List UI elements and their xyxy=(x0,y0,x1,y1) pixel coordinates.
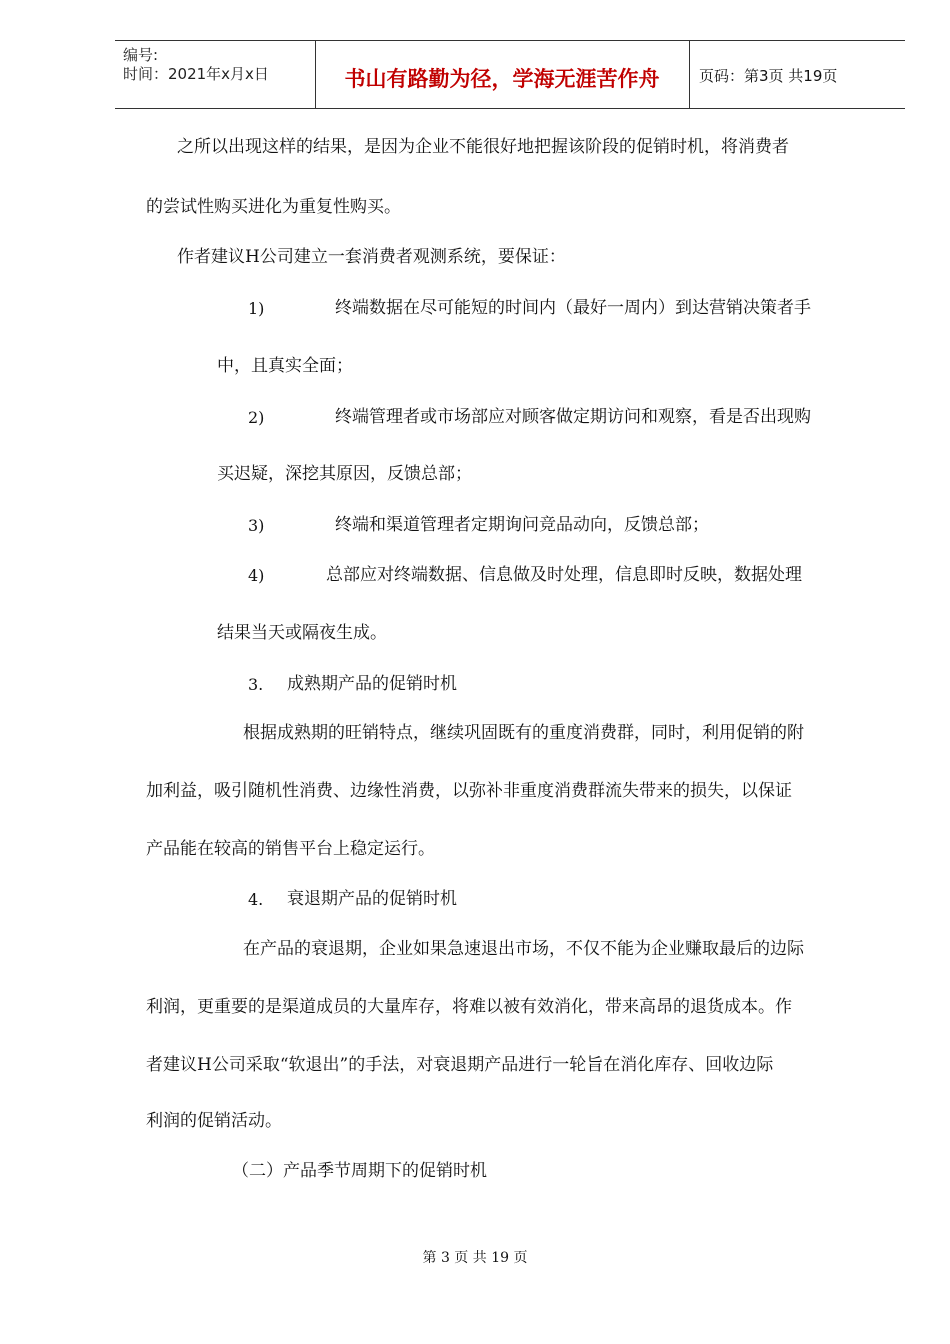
motto: 书山有路勤为径，学海无涯苦作舟 xyxy=(344,67,660,91)
list-item-4-line-1: 总部应对终端数据、信息做及时处理，信息即时反映，数据处理 xyxy=(326,565,802,585)
paragraph-2: 作者建议H公司建立一套消费者观测系统，要保证： xyxy=(177,247,566,267)
list-item-4-number: 4) xyxy=(248,566,265,585)
serial-label: 编号: xyxy=(123,46,159,64)
header-page-cell xyxy=(689,41,905,108)
document-header xyxy=(115,40,905,109)
list-item-4-line-2: 结果当天或隔夜生成。 xyxy=(217,623,387,643)
paragraph-4-line-3: 者建议H公司采取“软退出”的手法，对衰退期产品进行一轮旨在消化库存、回收边际 xyxy=(146,1055,774,1075)
header-motto-cell xyxy=(315,41,690,108)
list-item-3-line-1: 终端和渠道管理者定期询问竞品动向，反馈总部； xyxy=(335,515,709,535)
list-item-2-number: 2) xyxy=(248,408,265,427)
subsection-heading: （二）产品季节周期下的促销时机 xyxy=(232,1161,487,1181)
paragraph-4-line-2: 利润，更重要的是渠道成员的大量库存，将难以被有效消化，带来高昂的退货成本。作 xyxy=(146,997,792,1017)
section-3-number: 3. xyxy=(248,675,264,694)
list-item-1-line-2: 中，且真实全面； xyxy=(217,356,353,376)
paragraph-3-line-2: 加利益，吸引随机性消费、边缘性消费，以弥补非重度消费群流失带来的损失，以保证 xyxy=(146,781,792,801)
section-3-heading: 成熟期产品的促销时机 xyxy=(287,674,457,694)
time-label: 时间：2021年x月x日 xyxy=(123,65,269,83)
paragraph-3-line-1: 根据成熟期的旺销特点，继续巩固既有的重度消费群，同时，利用促销的附 xyxy=(243,723,804,743)
paragraph-4-line-1: 在产品的衰退期，企业如果急速退出市场，不仅不能为企业赚取最后的边际 xyxy=(243,939,804,959)
paragraph-3-line-3: 产品能在较高的销售平台上稳定运行。 xyxy=(146,839,435,859)
list-item-1-line-1: 终端数据在尽可能短的时间内（最好一周内）到达营销决策者手 xyxy=(335,298,811,318)
paragraph-4-line-4: 利润的促销活动。 xyxy=(146,1111,282,1131)
header-meta-cell xyxy=(115,41,316,108)
section-4-number: 4. xyxy=(248,890,264,909)
list-item-1-number: 1) xyxy=(248,299,265,318)
page-info: 页码：第3页 共19页 xyxy=(699,67,838,85)
list-item-3-number: 3) xyxy=(248,516,265,535)
paragraph-1-line-1: 之所以出现这样的结果，是因为企业不能很好地把握该阶段的促销时机，将消费者 xyxy=(177,137,789,157)
list-item-2-line-1: 终端管理者或市场部应对顾客做定期访问和观察，看是否出现购 xyxy=(335,407,811,427)
page-footer: 第 3 页 共 19 页 xyxy=(422,1250,528,1266)
section-4-heading: 衰退期产品的促销时机 xyxy=(287,889,457,909)
list-item-2-line-2: 买迟疑，深挖其原因，反馈总部； xyxy=(217,464,472,484)
paragraph-1-line-2: 的尝试性购买进化为重复性购买。 xyxy=(146,197,401,217)
